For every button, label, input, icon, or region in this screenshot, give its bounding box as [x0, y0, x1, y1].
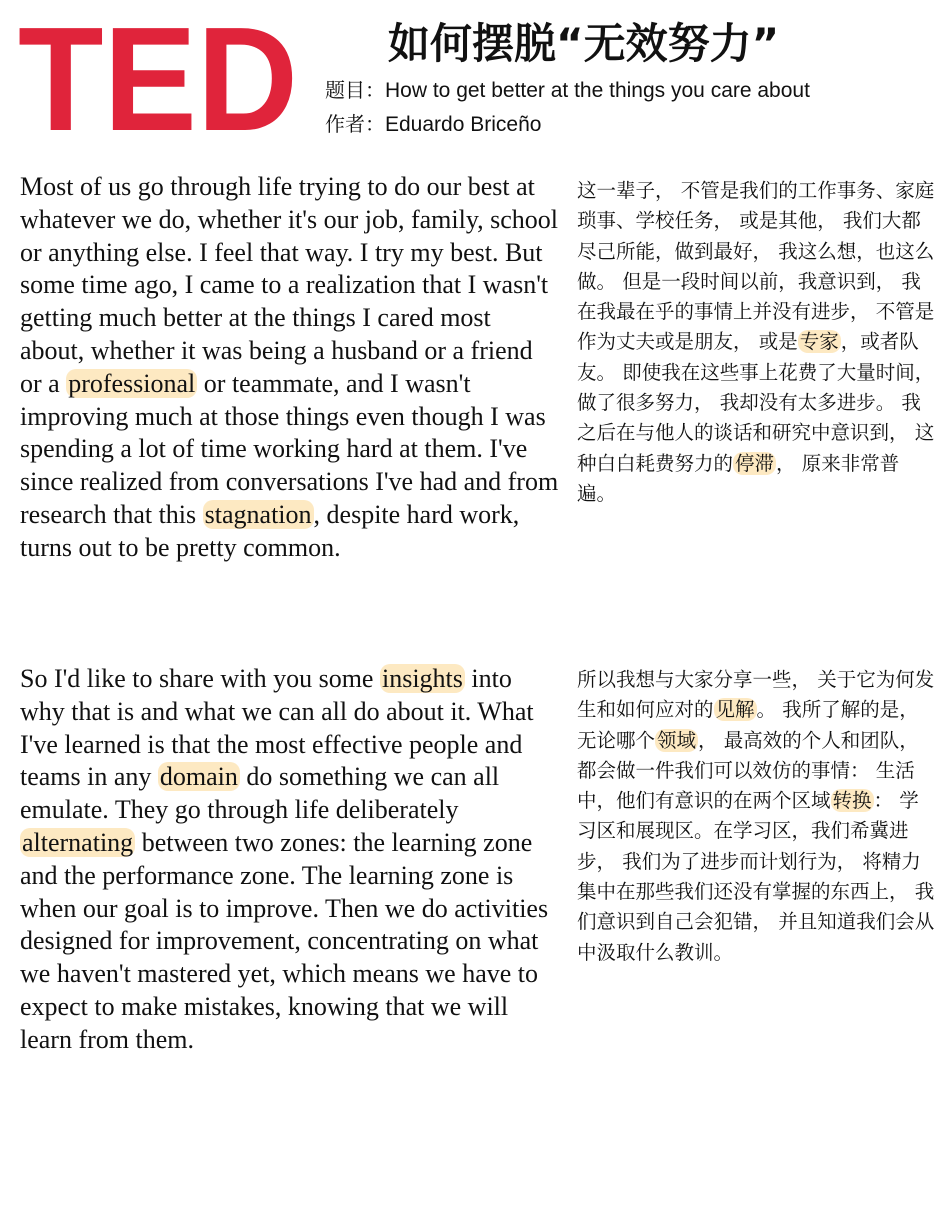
highlighted-term: domain [159, 762, 238, 792]
text-segment: 这一辈子， 不管是我们的工作事务、家庭琐事、学校任务， 或是其他， 我们大都尽己所能，做到最好， 我这么想，也这么做。 但是一段时间以前，我意识到， 我在我最在乎的事情上并没有进步， 不管是作为丈夫或是朋友， 或是 [577, 179, 935, 354]
topic-label: 题目： [325, 78, 385, 102]
text-segment: ， 最高效的个人和团队， 都会做一件我们可以效仿的事情： 生活中，他们有意识的在两个区域 [577, 728, 919, 813]
text-segment: ： 学习区和展现区。在学习区，我们希冀进步， 我们为了进步而计划行为， 将精力集中在那些我们还没有掌握的东西上， 我们意识到自己会犯错， 并且知道我们会从中汲取什么教训。 [577, 789, 935, 964]
highlighted-term: 转换 [832, 789, 872, 813]
ted-logo [16, 24, 300, 136]
highlighted-term: stagnation [204, 499, 312, 529]
ted-logo-text: TED [18, 24, 298, 136]
text-segment: 所以我想与大家分享一些， 关于它为何发生和如何应对的 [577, 668, 935, 722]
text-segment: between two zones: the learning zone and the performance zone. The learning zone is when our goal is to improve. Then we do activities designed for improvement, concentrating on what we haven't mastered yet, which means we have to expect to make mistakes, knowing that we will learn from them. [20, 827, 549, 1054]
highlighted-term: insights [381, 664, 463, 693]
highlighted-term: professional [68, 368, 196, 398]
text-segment: or teammate, and I wasn't improving much at those things even though I was spending a lot of time working hard at them. I've since realized from conversations I've had and from research that this [20, 368, 559, 529]
text-segment: do something we can all emulate. They go through life deliberately [20, 762, 500, 825]
page-title: 如何摆脱“无效努力” [388, 19, 780, 68]
text-segment: Most of us go through life trying to do our best at whatever we do, whether it's our job, family, school or anything else. I feel that way. I try my best. But some time ago, I came to a realization that I wasn't getting much better at the things I cared most about, whether it was being a husband or a friend or a [20, 172, 559, 398]
text-segment: So I'd like to share with you some [20, 664, 380, 693]
highlighted-term: alternating [22, 827, 134, 857]
highlighted-term: 停滞 [735, 451, 775, 475]
chinese-paragraph-1 [577, 176, 937, 509]
english-paragraph-2 [20, 663, 560, 1057]
text-segment: 。 我所了解的是，无论哪个 [577, 698, 919, 752]
text-segment: into why that is and what we can all do about it. What I've learned is that the most effective people and teams in any [20, 664, 534, 792]
text-segment: ， 原来非常普遍。 [577, 451, 900, 505]
topic-row [325, 74, 810, 107]
text-segment: ，或者队友。 即使我在这些事上花费了大量时间， 做了很多努力， 我却没有太多进步。 我之后在与他人的谈话和研究中意识到， 这种白白耗费努力的 [577, 330, 935, 475]
highlighted-term: 专家 [799, 330, 839, 354]
topic-value: How to get better at the things you care about [385, 79, 810, 102]
chinese-paragraph-2 [577, 665, 937, 968]
highlighted-term: 领域 [657, 728, 697, 752]
author-label: 作者： [325, 112, 385, 136]
highlighted-term: 见解 [715, 698, 755, 722]
author-row [325, 108, 541, 141]
english-paragraph-1 [20, 171, 560, 565]
text-segment: , despite hard work, turns out to be pretty common. [20, 499, 520, 562]
author-value: Eduardo Briceño [385, 113, 542, 136]
